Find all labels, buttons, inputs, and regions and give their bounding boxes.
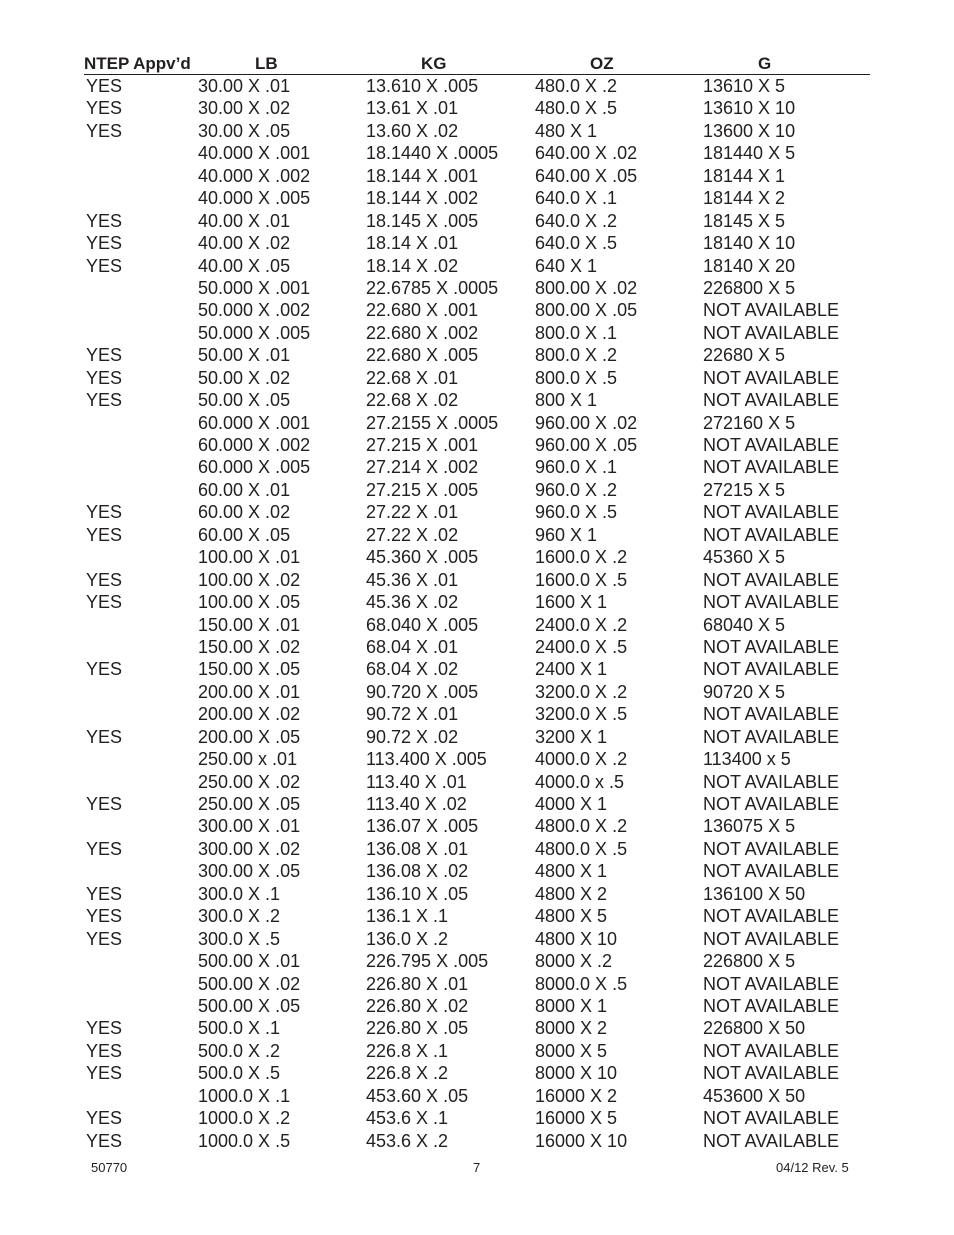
table-row <box>0 456 954 478</box>
table-row <box>0 1040 954 1062</box>
row-oz-cell: 16000 X 10 <box>535 1130 628 1151</box>
table-row <box>0 322 954 344</box>
row-ntep-cell: YES <box>86 726 123 747</box>
row-oz-cell: 960.0 X .2 <box>535 479 618 500</box>
row-lb-cell: 30.00 X .05 <box>198 120 291 141</box>
row-kg-cell: 136.08 X .02 <box>366 861 469 882</box>
table-row <box>0 277 954 299</box>
row-kg-cell: 45.360 X .005 <box>366 547 479 568</box>
row-lb-cell: 300.00 X .01 <box>198 816 301 837</box>
row-g-cell: 226800 X 5 <box>703 951 796 972</box>
row-g-cell: 226800 X 50 <box>703 1018 806 1039</box>
table-row <box>0 479 954 501</box>
row-oz-cell: 16000 X 5 <box>535 1108 618 1129</box>
table-row <box>0 120 954 142</box>
row-lb-cell: 500.0 X .1 <box>198 1018 281 1039</box>
row-g-cell: NOT AVAILABLE <box>703 928 840 949</box>
row-oz-cell: 960.0 X .1 <box>535 457 618 478</box>
row-oz-cell: 4800 X 2 <box>535 883 608 904</box>
table-row <box>0 210 954 232</box>
row-lb-cell: 30.00 X .01 <box>198 76 291 96</box>
row-kg-cell: 68.04 X .02 <box>366 659 459 680</box>
row-oz-cell: 2400 X 1 <box>535 659 608 680</box>
table-row <box>0 165 954 187</box>
row-lb-cell: 40.00 X .02 <box>198 233 291 254</box>
row-lb-cell: 1000.0 X .1 <box>198 1085 291 1106</box>
row-lb-cell: 50.00 X .02 <box>198 367 291 388</box>
table-row <box>0 905 954 927</box>
row-lb-cell: 250.00 X .05 <box>198 794 301 814</box>
table-row <box>0 636 954 658</box>
row-ntep-cell: YES <box>86 1108 123 1129</box>
row-ntep-cell: YES <box>86 367 123 388</box>
row-kg-cell: 68.04 X .01 <box>366 636 459 657</box>
row-oz-cell: 640.00 X .02 <box>535 143 638 164</box>
table-row <box>0 726 954 748</box>
table-row <box>0 1107 954 1129</box>
row-kg-cell: 136.0 X .2 <box>366 928 449 949</box>
row-g-cell: NOT AVAILABLE <box>703 1108 840 1129</box>
row-oz-cell: 960.0 X .5 <box>535 502 618 523</box>
table-row <box>0 389 954 411</box>
row-g-cell: NOT AVAILABLE <box>703 771 840 792</box>
row-oz-cell: 4800.0 X .2 <box>535 816 628 837</box>
table-row <box>0 771 954 793</box>
table-row <box>0 1017 954 1039</box>
row-oz-cell: 4800 X 10 <box>535 928 618 949</box>
row-lb-cell: 1000.0 X .5 <box>198 1130 291 1151</box>
row-kg-cell: 22.68 X .01 <box>366 367 459 388</box>
table-row <box>0 703 954 725</box>
row-kg-cell: 226.80 X .01 <box>366 973 469 994</box>
row-lb-cell: 500.00 X .02 <box>198 973 301 994</box>
row-ntep-cell: YES <box>86 1063 123 1084</box>
header-kg: KG <box>421 54 447 73</box>
row-kg-cell: 27.22 X .02 <box>366 524 459 545</box>
table-row <box>0 367 954 389</box>
row-kg-cell: 226.795 X .005 <box>366 951 489 972</box>
footer-doc-number: 50770 <box>91 1160 128 1175</box>
row-g-cell: NOT AVAILABLE <box>703 569 840 590</box>
row-g-cell: 13610 X 10 <box>703 98 796 119</box>
row-oz-cell: 4000.0 X .2 <box>535 749 628 770</box>
row-g-cell: NOT AVAILABLE <box>703 794 840 814</box>
row-g-cell: 13600 X 10 <box>703 120 796 141</box>
footer-page-number: 7 <box>473 1160 481 1175</box>
table-row <box>0 614 954 636</box>
row-g-cell: NOT AVAILABLE <box>703 1130 840 1151</box>
row-lb-cell: 50.000 X .005 <box>198 322 311 343</box>
row-ntep-cell: YES <box>86 502 123 523</box>
table-row <box>0 344 954 366</box>
row-lb-cell: 500.00 X .05 <box>198 995 301 1016</box>
row-g-cell: NOT AVAILABLE <box>703 704 840 725</box>
row-g-cell: NOT AVAILABLE <box>703 636 840 657</box>
header-g: G <box>758 54 772 73</box>
row-g-cell: NOT AVAILABLE <box>703 1063 840 1084</box>
row-lb-cell: 200.00 X .01 <box>198 681 301 702</box>
row-g-cell: NOT AVAILABLE <box>703 502 840 523</box>
row-lb-cell: 50.00 X .01 <box>198 345 291 366</box>
row-lb-cell: 60.000 X .002 <box>198 435 311 455</box>
table-row <box>0 524 954 546</box>
row-ntep-cell: YES <box>86 255 123 276</box>
row-g-cell: NOT AVAILABLE <box>703 1040 840 1061</box>
row-kg-cell: 136.10 X .05 <box>366 883 469 904</box>
row-kg-cell: 90.72 X .01 <box>366 704 459 725</box>
row-oz-cell: 2400.0 X .5 <box>535 636 628 657</box>
table-row <box>0 973 954 995</box>
table-row <box>0 501 954 523</box>
row-ntep-cell: YES <box>86 928 123 949</box>
row-oz-cell: 960 X 1 <box>535 524 598 545</box>
row-g-cell: NOT AVAILABLE <box>703 390 840 411</box>
row-g-cell: NOT AVAILABLE <box>703 524 840 545</box>
row-lb-cell: 300.00 X .05 <box>198 861 301 882</box>
row-kg-cell: 18.145 X .005 <box>366 210 479 231</box>
table-row <box>0 97 954 119</box>
row-kg-cell: 27.2155 X .0005 <box>366 412 499 433</box>
row-g-cell: NOT AVAILABLE <box>703 457 840 478</box>
row-ntep-cell: YES <box>86 794 123 814</box>
table-row <box>0 748 954 770</box>
row-lb-cell: 100.00 X .05 <box>198 592 301 613</box>
row-g-cell: NOT AVAILABLE <box>703 726 840 747</box>
row-g-cell: NOT AVAILABLE <box>703 659 840 680</box>
table-row <box>0 546 954 568</box>
row-ntep-cell: YES <box>86 524 123 545</box>
row-lb-cell: 40.000 X .001 <box>198 143 311 164</box>
row-kg-cell: 22.6785 X .0005 <box>366 277 499 298</box>
row-lb-cell: 300.0 X .1 <box>198 883 281 904</box>
row-lb-cell: 100.00 X .02 <box>198 569 301 590</box>
row-kg-cell: 18.14 X .02 <box>366 255 459 276</box>
row-kg-cell: 22.680 X .002 <box>366 322 479 343</box>
row-ntep-cell: YES <box>86 98 123 119</box>
row-ntep-cell: YES <box>86 592 123 613</box>
row-oz-cell: 800.0 X .1 <box>535 322 618 343</box>
row-oz-cell: 800.00 X .05 <box>535 300 638 321</box>
row-g-cell: 136075 X 5 <box>703 816 796 837</box>
row-oz-cell: 640.00 X .05 <box>535 165 638 186</box>
row-oz-cell: 2400.0 X .2 <box>535 614 628 635</box>
row-lb-cell: 60.00 X .02 <box>198 502 291 523</box>
table-body <box>0 75 954 1152</box>
table-row <box>0 793 954 815</box>
row-oz-cell: 8000 X 10 <box>535 1063 618 1084</box>
row-lb-cell: 250.00 X .02 <box>198 771 301 792</box>
row-lb-cell: 60.00 X .01 <box>198 479 291 500</box>
row-kg-cell: 27.215 X .001 <box>366 435 479 455</box>
row-g-cell: NOT AVAILABLE <box>703 906 840 927</box>
table-row <box>0 1085 954 1107</box>
row-kg-cell: 453.6 X .1 <box>366 1108 449 1129</box>
row-oz-cell: 640.0 X .1 <box>535 188 618 209</box>
row-kg-cell: 136.1 X .1 <box>366 906 449 927</box>
row-ntep-cell: YES <box>86 1130 123 1151</box>
row-oz-cell: 640.0 X .2 <box>535 210 618 231</box>
row-oz-cell: 800 X 1 <box>535 390 598 411</box>
row-g-cell: NOT AVAILABLE <box>703 322 840 343</box>
row-g-cell: 181440 X 5 <box>703 143 796 164</box>
row-oz-cell: 1600.0 X .5 <box>535 569 628 590</box>
row-lb-cell: 200.00 X .02 <box>198 704 301 725</box>
row-ntep-cell: YES <box>86 76 123 96</box>
row-oz-cell: 4800 X 1 <box>535 861 608 882</box>
row-ntep-cell: YES <box>86 883 123 904</box>
row-kg-cell: 45.36 X .02 <box>366 592 459 613</box>
row-g-cell: NOT AVAILABLE <box>703 861 840 882</box>
row-oz-cell: 480.0 X .5 <box>535 98 618 119</box>
row-g-cell: 113400 x 5 <box>703 749 791 770</box>
table-row <box>0 838 954 860</box>
row-lb-cell: 200.00 X .05 <box>198 726 301 747</box>
row-oz-cell: 640 X 1 <box>535 255 598 276</box>
row-g-cell: NOT AVAILABLE <box>703 367 840 388</box>
row-kg-cell: 13.61 X .01 <box>366 98 459 119</box>
row-kg-cell: 13.610 X .005 <box>366 76 479 96</box>
row-lb-cell: 40.00 X .05 <box>198 255 291 276</box>
table-row <box>0 860 954 882</box>
row-g-cell: 27215 X 5 <box>703 479 786 500</box>
table-row <box>0 75 954 97</box>
row-g-cell: 18144 X 2 <box>703 188 786 209</box>
row-g-cell: 18145 X 5 <box>703 210 786 231</box>
row-g-cell: 272160 X 5 <box>703 412 796 433</box>
row-lb-cell: 30.00 X .02 <box>198 98 291 119</box>
table-row <box>0 928 954 950</box>
row-g-cell: 18144 X 1 <box>703 165 786 186</box>
row-ntep-cell: YES <box>86 659 123 680</box>
row-lb-cell: 40.000 X .005 <box>198 188 311 209</box>
row-kg-cell: 27.215 X .005 <box>366 479 479 500</box>
row-kg-cell: 22.680 X .001 <box>366 300 479 321</box>
header-ntep: NTEP Appv’d <box>84 54 191 73</box>
row-kg-cell: 22.680 X .005 <box>366 345 479 366</box>
row-oz-cell: 16000 X 2 <box>535 1085 618 1106</box>
row-ntep-cell: YES <box>86 906 123 927</box>
row-g-cell: 18140 X 20 <box>703 255 796 276</box>
row-oz-cell: 960.00 X .02 <box>535 412 638 433</box>
row-oz-cell: 4800 X 5 <box>535 906 608 927</box>
row-lb-cell: 50.00 X .05 <box>198 390 291 411</box>
table-row <box>0 995 954 1017</box>
row-g-cell: 68040 X 5 <box>703 614 786 635</box>
row-kg-cell: 13.60 X .02 <box>366 120 459 141</box>
row-kg-cell: 18.1440 X .0005 <box>366 143 499 164</box>
row-lb-cell: 500.00 X .01 <box>198 951 301 972</box>
row-kg-cell: 113.40 X .02 <box>366 794 467 814</box>
row-lb-cell: 100.00 X .01 <box>198 547 301 568</box>
row-kg-cell: 136.07 X .005 <box>366 816 479 837</box>
row-kg-cell: 90.720 X .005 <box>366 681 479 702</box>
row-kg-cell: 226.80 X .02 <box>366 995 469 1016</box>
row-oz-cell: 480 X 1 <box>535 120 598 141</box>
row-kg-cell: 113.40 X .01 <box>366 771 467 792</box>
row-g-cell: NOT AVAILABLE <box>703 838 840 859</box>
table-row <box>0 658 954 680</box>
row-oz-cell: 480.0 X .2 <box>535 76 618 96</box>
table-row <box>0 434 954 456</box>
row-lb-cell: 40.00 X .01 <box>198 210 291 231</box>
row-lb-cell: 50.000 X .002 <box>198 300 311 321</box>
row-oz-cell: 8000 X 2 <box>535 1018 608 1039</box>
row-ntep-cell: YES <box>86 233 123 254</box>
row-kg-cell: 22.68 X .02 <box>366 390 459 411</box>
header-oz: OZ <box>590 54 614 73</box>
table-row <box>0 950 954 972</box>
row-oz-cell: 8000 X 1 <box>535 995 608 1016</box>
row-kg-cell: 90.72 X .02 <box>366 726 459 747</box>
row-g-cell: 226800 X 5 <box>703 277 796 298</box>
table-row <box>0 299 954 321</box>
row-oz-cell: 640.0 X .5 <box>535 233 618 254</box>
row-kg-cell: 18.14 X .01 <box>366 233 459 254</box>
table-row <box>0 815 954 837</box>
row-oz-cell: 800.00 X .02 <box>535 277 638 298</box>
row-lb-cell: 300.0 X .2 <box>198 906 281 927</box>
row-kg-cell: 136.08 X .01 <box>366 838 469 859</box>
row-kg-cell: 27.214 X .002 <box>366 457 479 478</box>
table-row <box>0 255 954 277</box>
row-g-cell: 136100 X 50 <box>703 883 806 904</box>
row-lb-cell: 60.000 X .001 <box>198 412 311 433</box>
table-row <box>0 1130 954 1152</box>
row-ntep-cell: YES <box>86 210 123 231</box>
row-oz-cell: 1600 X 1 <box>535 592 608 613</box>
row-kg-cell: 226.8 X .1 <box>366 1040 449 1061</box>
row-lb-cell: 250.00 x .01 <box>198 749 298 770</box>
row-ntep-cell: YES <box>86 1018 123 1039</box>
row-ntep-cell: YES <box>86 345 123 366</box>
table-header <box>84 54 870 75</box>
row-oz-cell: 3200 X 1 <box>535 726 608 747</box>
row-g-cell: 453600 X 50 <box>703 1085 806 1106</box>
row-ntep-cell: YES <box>86 120 123 141</box>
row-lb-cell: 150.00 X .01 <box>198 614 301 635</box>
row-g-cell: NOT AVAILABLE <box>703 995 840 1016</box>
row-g-cell: NOT AVAILABLE <box>703 592 840 613</box>
row-kg-cell: 18.144 X .002 <box>366 188 479 209</box>
row-oz-cell: 3200.0 X .5 <box>535 704 628 725</box>
row-kg-cell: 113.400 X .005 <box>366 749 487 770</box>
table-row <box>0 1062 954 1084</box>
row-g-cell: 13610 X 5 <box>703 76 786 96</box>
row-oz-cell: 1600.0 X .2 <box>535 547 628 568</box>
row-kg-cell: 45.36 X .01 <box>366 569 459 590</box>
row-g-cell: NOT AVAILABLE <box>703 300 840 321</box>
row-oz-cell: 8000.0 X .5 <box>535 973 628 994</box>
row-g-cell: 90720 X 5 <box>703 681 786 702</box>
row-lb-cell: 150.00 X .02 <box>198 636 301 657</box>
row-kg-cell: 226.8 X .2 <box>366 1063 449 1084</box>
row-g-cell: NOT AVAILABLE <box>703 973 840 994</box>
row-ntep-cell: YES <box>86 390 123 411</box>
row-kg-cell: 226.80 X .05 <box>366 1018 469 1039</box>
row-g-cell: NOT AVAILABLE <box>703 435 840 455</box>
row-g-cell: 22680 X 5 <box>703 345 786 366</box>
row-kg-cell: 68.040 X .005 <box>366 614 479 635</box>
row-lb-cell: 1000.0 X .2 <box>198 1108 291 1129</box>
table-row <box>0 883 954 905</box>
row-lb-cell: 40.000 X .002 <box>198 165 311 186</box>
row-oz-cell: 960.00 X .05 <box>535 435 638 455</box>
row-ntep-cell: YES <box>86 838 123 859</box>
row-g-cell: 45360 X 5 <box>703 547 786 568</box>
row-lb-cell: 500.0 X .5 <box>198 1063 281 1084</box>
table-row <box>0 569 954 591</box>
row-kg-cell: 453.6 X .2 <box>366 1130 449 1151</box>
table-row <box>0 591 954 613</box>
table-row <box>0 412 954 434</box>
row-oz-cell: 8000 X .2 <box>535 951 613 972</box>
table-row <box>0 142 954 164</box>
row-oz-cell: 4800.0 X .5 <box>535 838 628 859</box>
footer-revision: 04/12 Rev. 5 <box>776 1160 849 1175</box>
table-row <box>0 187 954 209</box>
row-oz-cell: 800.0 X .2 <box>535 345 618 366</box>
header-lb: LB <box>255 54 278 73</box>
row-lb-cell: 60.00 X .05 <box>198 524 291 545</box>
row-kg-cell: 18.144 X .001 <box>366 165 479 186</box>
row-ntep-cell: YES <box>86 569 123 590</box>
row-g-cell: 18140 X 10 <box>703 233 796 254</box>
row-ntep-cell: YES <box>86 1040 123 1061</box>
table-row <box>0 681 954 703</box>
row-oz-cell: 4000 X 1 <box>535 794 608 814</box>
row-oz-cell: 3200.0 X .2 <box>535 681 628 702</box>
row-kg-cell: 27.22 X .01 <box>366 502 459 523</box>
row-lb-cell: 60.000 X .005 <box>198 457 311 478</box>
row-lb-cell: 500.0 X .2 <box>198 1040 281 1061</box>
table-row <box>0 232 954 254</box>
row-lb-cell: 300.00 X .02 <box>198 838 301 859</box>
row-oz-cell: 8000 X 5 <box>535 1040 608 1061</box>
row-lb-cell: 50.000 X .001 <box>198 277 311 298</box>
row-oz-cell: 4000.0 x .5 <box>535 771 625 792</box>
row-oz-cell: 800.0 X .5 <box>535 367 618 388</box>
row-kg-cell: 453.60 X .05 <box>366 1085 469 1106</box>
row-lb-cell: 300.0 X .5 <box>198 928 281 949</box>
row-lb-cell: 150.00 X .05 <box>198 659 301 680</box>
